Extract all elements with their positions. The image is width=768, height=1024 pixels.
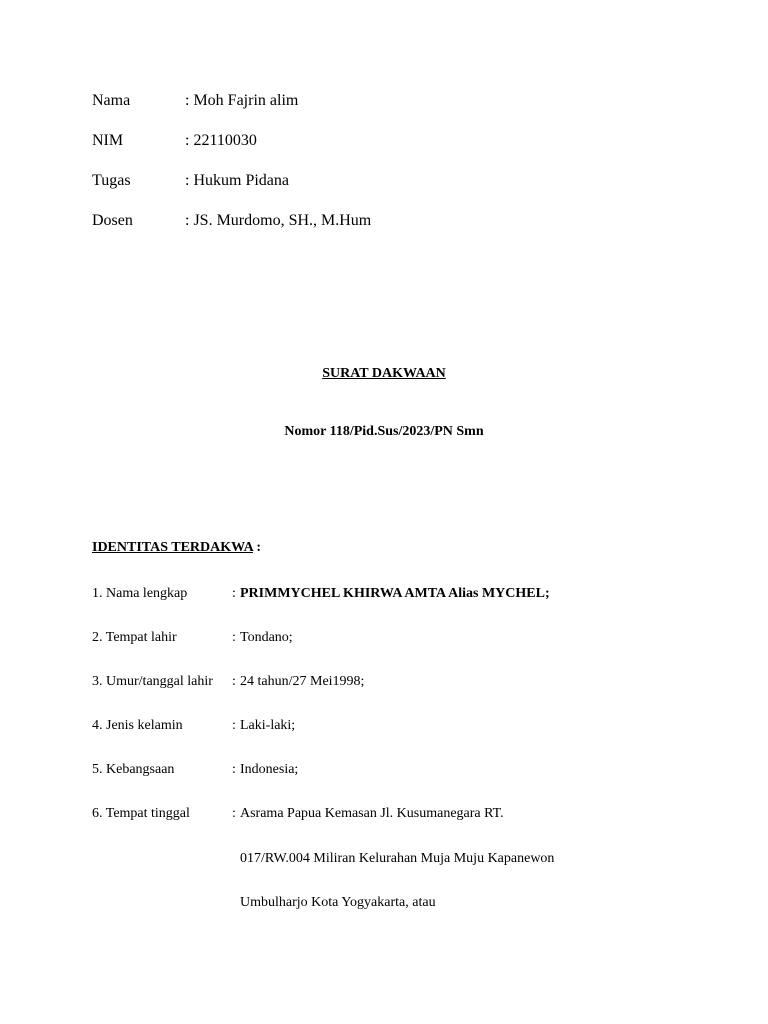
identity-label: 2. Tempat lahir [92, 630, 177, 645]
identity-colon: : [232, 718, 236, 733]
identity-value: 24 tahun/27 Mei1998; [240, 674, 365, 689]
identity-label: 3. Umur/tanggal lahir [92, 674, 213, 689]
header-value: : JS. Murdomo, SH., M.Hum [185, 212, 372, 229]
header-label: NIM [92, 132, 124, 149]
section-heading-text: IDENTITAS TERDAKWA [92, 540, 253, 555]
identity-value: PRIMMYCHEL KHIRWA AMTA Alias MYCHEL; [240, 586, 550, 601]
identity-value: Indonesia; [240, 762, 299, 777]
identity-row-nama-lengkap [92, 585, 692, 603]
identity-label: 6. Tempat tinggal [92, 806, 190, 821]
section-heading-colon: : [252, 540, 262, 555]
header-value: : Hukum Pidana [185, 172, 289, 189]
document-title [0, 366, 768, 382]
identity-row-kebangsaan [92, 761, 692, 779]
document-number: Nomor 118/Pid.Sus/2023/PN Smn [284, 424, 484, 439]
identity-colon: : [232, 762, 236, 777]
section-heading-identitas [92, 540, 261, 556]
header-value: : 22110030 [185, 132, 257, 149]
identity-colon: : [232, 806, 236, 821]
identity-label: 4. Jenis kelamin [92, 718, 183, 733]
identity-colon: : [232, 630, 236, 645]
identity-row-umur [92, 673, 692, 691]
document-title-text: SURAT DAKWAAN [322, 366, 446, 381]
identity-row-jenis-kelamin [92, 717, 692, 735]
header-label: Tugas [92, 172, 131, 189]
identity-value: Laki-laki; [240, 718, 296, 733]
identity-label: 5. Kebangsaan [92, 762, 175, 777]
identity-row-tempat-lahir [92, 629, 692, 647]
address-continuation-line: 017/RW.004 Miliran Kelurahan Muja Muju Kapanewon [240, 851, 555, 866]
header-label: Nama [92, 92, 131, 109]
header-value: : Moh Fajrin alim [185, 92, 299, 109]
identity-colon: : [232, 586, 236, 601]
address-continuation-line: Umbulharjo Kota Yogyakarta, atau [240, 895, 436, 910]
identity-value: Asrama Papua Kemasan Jl. Kusumanegara RT. [240, 806, 504, 821]
identity-value: Tondano; [240, 630, 293, 645]
identity-label: 1. Nama lengkap [92, 586, 188, 601]
identity-colon: : [232, 674, 236, 689]
header-label: Dosen [92, 212, 133, 229]
identity-row-tempat-tinggal [92, 805, 692, 823]
